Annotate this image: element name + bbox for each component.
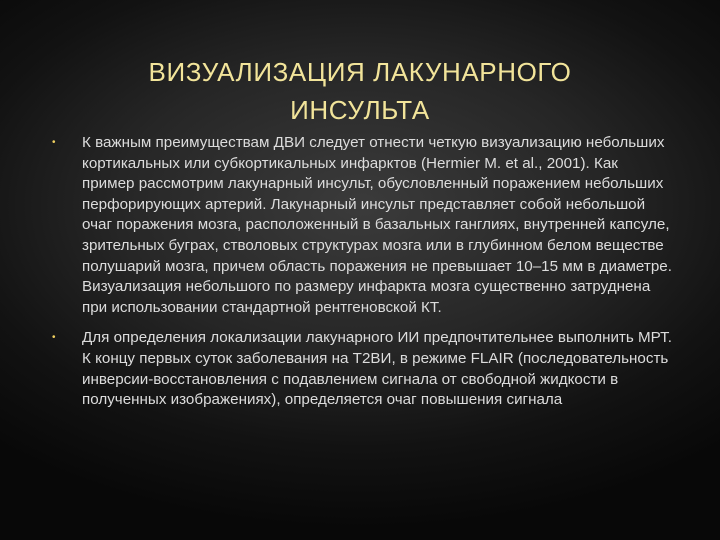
slide-title-line-2: ИНСУЛЬТА <box>290 95 430 126</box>
bullet-icon: • <box>52 332 56 344</box>
bullet-item-1 <box>52 133 672 318</box>
bullet-text-1: К важным преимуществам ДВИ следует отнести четкую визуализацию небольших кортикальных или субкортикальных инфарктов (Hermier M. et al., 2001). Как пример рассмотрим лакунарный инсульт, обусловленный поражением небольших перфорирующих артерий. Лакунарный инсульт представляет собой небольшой очаг поражения мозга, расположенный в базальных ганглиях, внутренней капсуле, зрительных буграх, стволовых структурах мозга или в глубинном белом веществе полушарий мозга, причем область поражения не превышает 10–15 мм в диаметре. Визуализация небольшого по размеру инфаркта мозга существенно затруднена при использовании стандартной рентгеновской КТ. <box>82 134 672 316</box>
bullet-item-2 <box>52 328 672 410</box>
slide-body <box>52 133 672 421</box>
slide-title-line-1: ВИЗУАЛИЗАЦИЯ ЛАКУНАРНОГО <box>148 57 572 88</box>
slide-title <box>60 53 660 129</box>
bullet-text-2: Для определения локализации лакунарного ИИ предпочтительнее выполнить МРТ. К концу первых суток заболевания на Т2ВИ, в режиме FLAIR (последовательность инверсии-восстановления с подавлением сигнала от свободной жидкости в полученных изображениях), определяется очаг повышения сигнала <box>82 329 672 409</box>
bullet-icon: • <box>52 137 56 148</box>
